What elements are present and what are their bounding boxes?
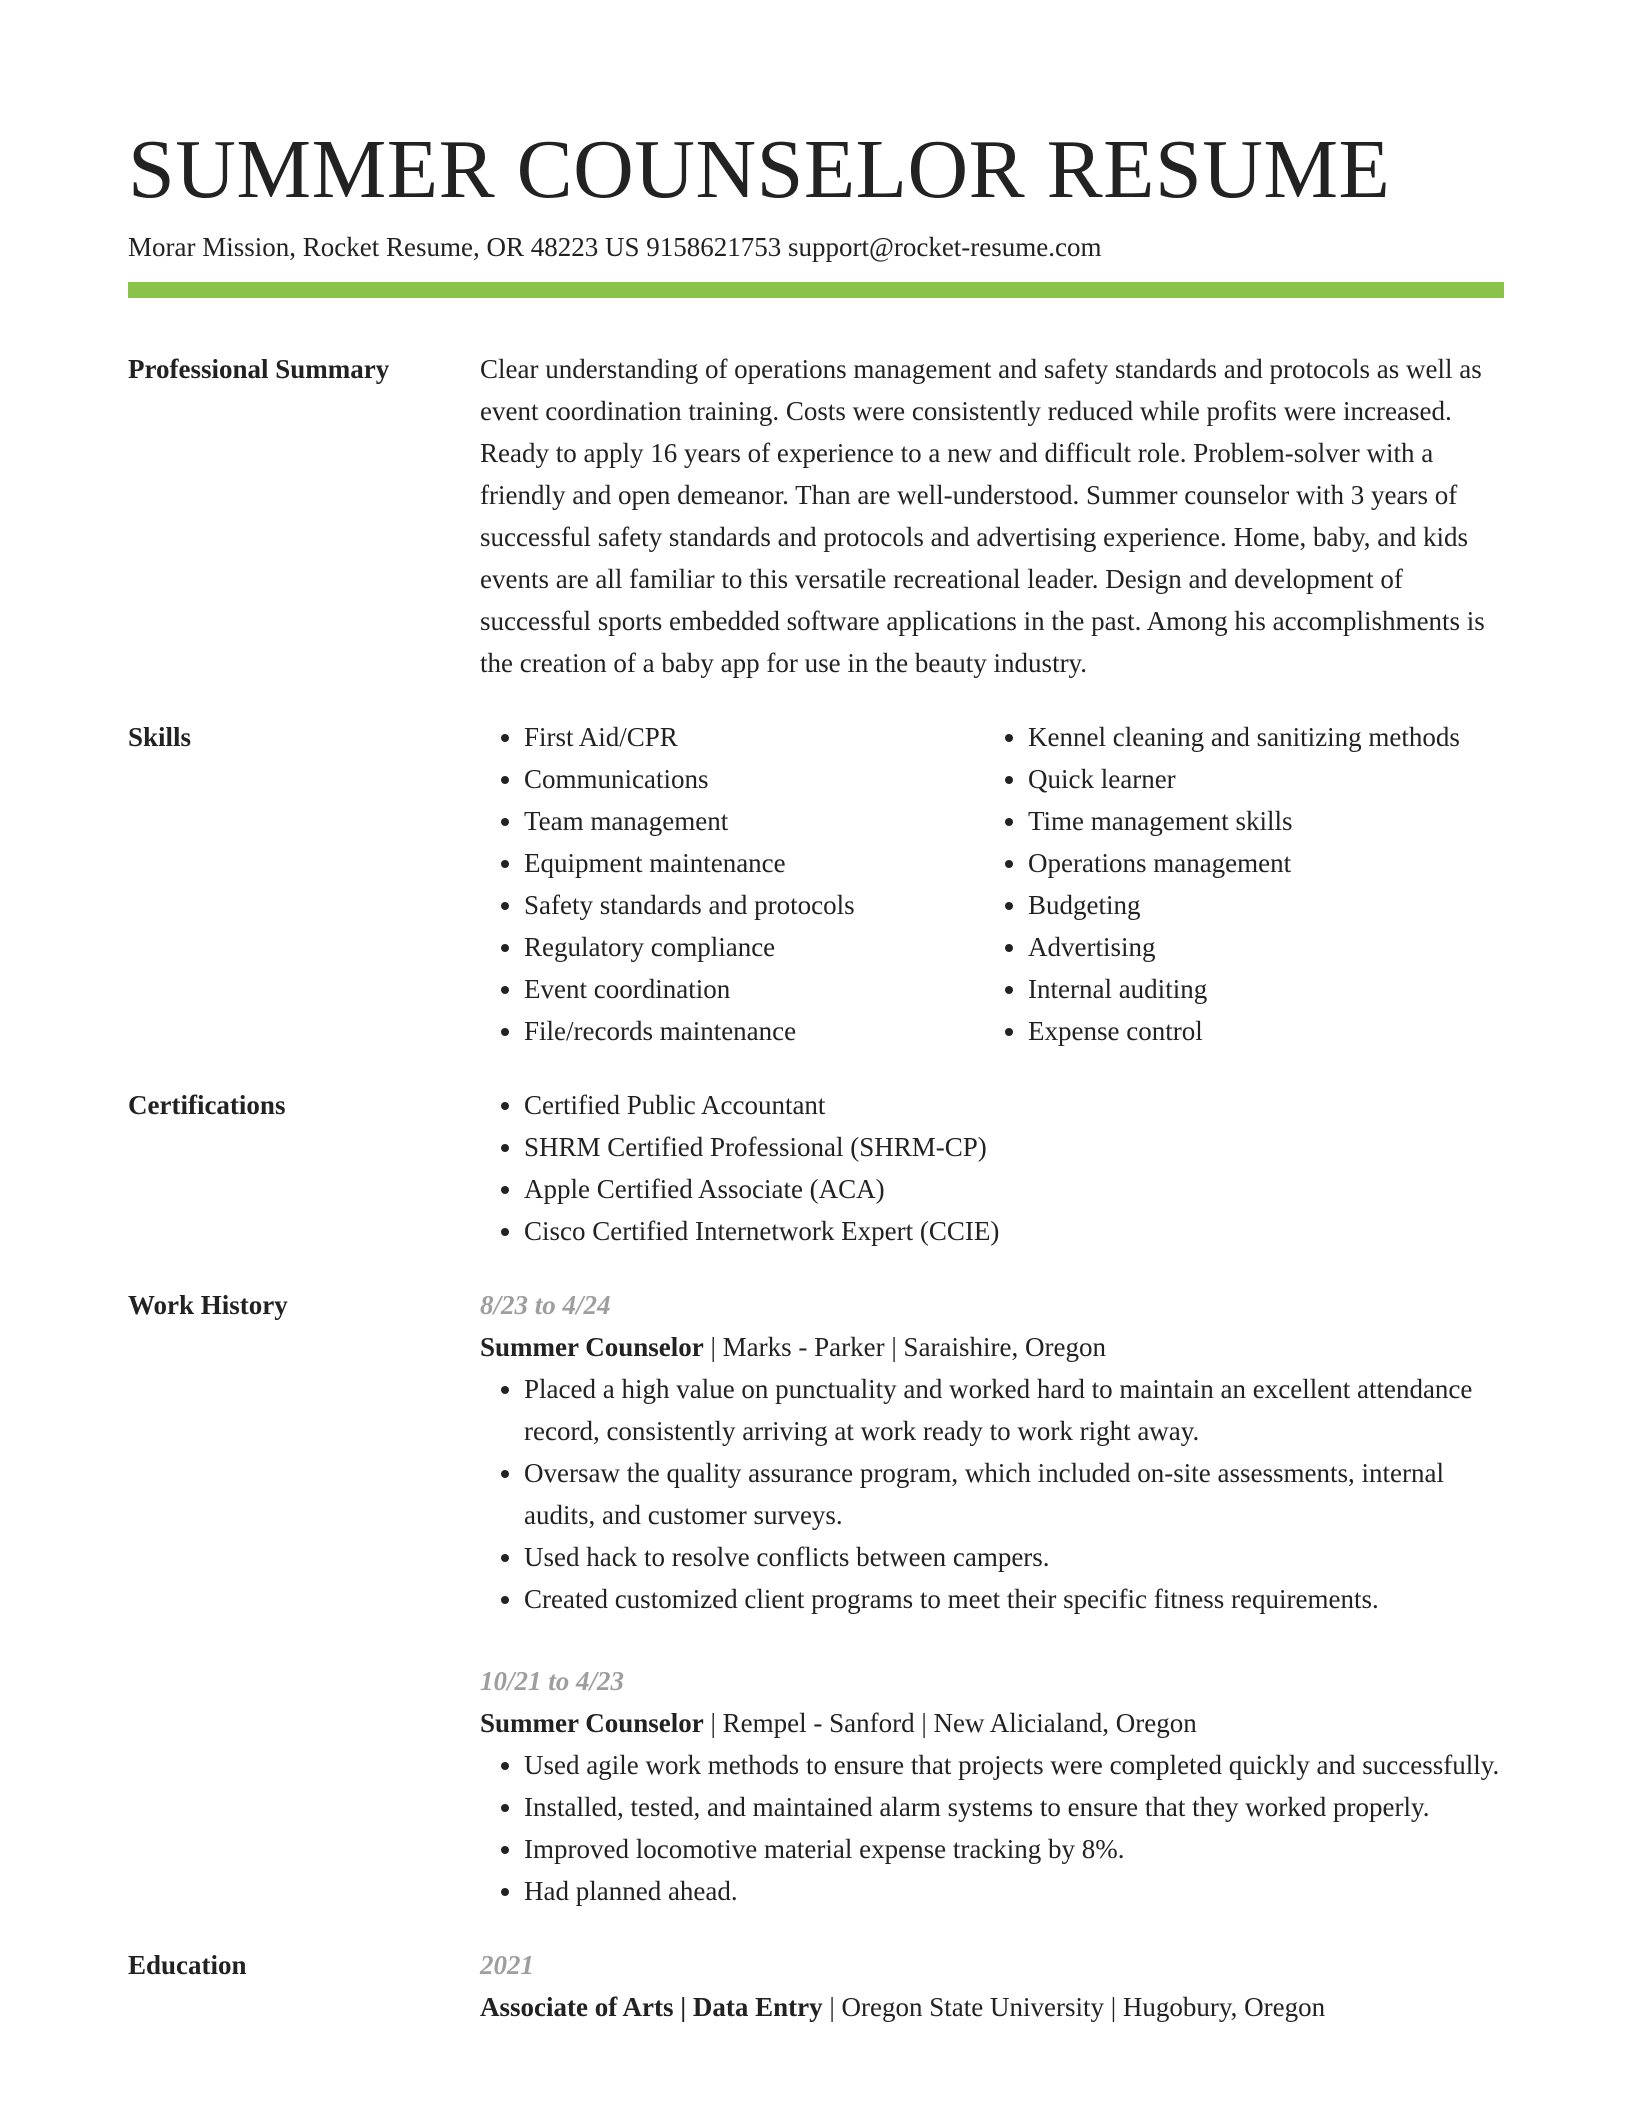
job-title: Summer Counselor <box>480 1332 704 1362</box>
education-year: 2021 <box>480 1950 534 1980</box>
job-employer-location: | Rempel - Sanford | New Alicialand, Oregon <box>703 1708 1197 1738</box>
certification-item: • Certified Public Accountant <box>524 1084 1504 1126</box>
job-heading <box>480 1702 1504 1744</box>
skill-item: • Budgeting <box>1028 884 1488 926</box>
job-bullets <box>480 1744 1504 1912</box>
education-section <box>128 1944 1504 2028</box>
job-bullets <box>480 1368 1504 1620</box>
resume-title: SUMMER COUNSELOR RESUME <box>128 123 1391 216</box>
skill-item: • Advertising <box>1028 926 1488 968</box>
education-degree: Associate of Arts | Data Entry <box>480 1992 823 2022</box>
job-bullet: • Had planned ahead. <box>524 1870 1504 1912</box>
job-entry <box>480 1284 1504 1620</box>
skill-item: • Operations management <box>1028 842 1488 884</box>
job-dates: 10/21 to 4/23 <box>480 1666 625 1696</box>
certification-item: • Cisco Certified Internetwork Expert (CCIE) <box>524 1210 1504 1252</box>
skill-item: • Quick learner <box>1028 758 1488 800</box>
skill-item: • File/records maintenance <box>524 1010 984 1052</box>
skill-item: • Kennel cleaning and sanitizing methods <box>1028 716 1488 758</box>
job-heading <box>480 1326 1504 1368</box>
job-employer-location: | Marks - Parker | Saraishire, Oregon <box>703 1332 1106 1362</box>
certification-item: • Apple Certified Associate (ACA) <box>524 1168 1504 1210</box>
job-bullet: • Improved locomotive material expense tracking by 8%. <box>524 1828 1504 1870</box>
skill-item: • Regulatory compliance <box>524 926 984 968</box>
header-divider <box>128 282 1504 298</box>
work-history-section <box>128 1284 1504 1912</box>
skills-list-left <box>480 716 984 1052</box>
certifications-section <box>128 1084 1504 1252</box>
job-bullet: • Created customized client programs to meet their specific fitness requirements. <box>524 1578 1504 1620</box>
job-bullet: • Used agile work methods to ensure that projects were completed quickly and successfully. <box>524 1744 1504 1786</box>
skill-item: • Time management skills <box>1028 800 1488 842</box>
work-history-label: Work History <box>128 1290 288 1320</box>
job-title: Summer Counselor <box>480 1708 704 1738</box>
skill-item: • Equipment maintenance <box>524 842 984 884</box>
skills-section <box>128 716 1504 1052</box>
certifications-label: Certifications <box>128 1090 286 1120</box>
job-bullet: • Used hack to resolve conflicts between campers. <box>524 1536 1504 1578</box>
skills-list-right <box>984 716 1488 1052</box>
skill-item: • First Aid/CPR <box>524 716 984 758</box>
certification-item: • SHRM Certified Professional (SHRM-CP) <box>524 1126 1504 1168</box>
contact-line: Morar Mission, Rocket Resume, OR 48223 US 9158621753 support@rocket-resume.com <box>128 232 1102 262</box>
skill-item: • Internal auditing <box>1028 968 1488 1010</box>
job-dates: 8/23 to 4/24 <box>480 1290 611 1320</box>
job-bullet: • Oversaw the quality assurance program, which included on-site assessments, internal audits, and customer surveys. <box>524 1452 1504 1536</box>
skill-item: • Communications <box>524 758 984 800</box>
job-entry <box>480 1660 1504 1912</box>
summary-label: Professional Summary <box>128 354 390 384</box>
skill-item: • Team management <box>524 800 984 842</box>
summary-section <box>128 348 1504 684</box>
certifications-list <box>480 1084 1504 1252</box>
job-bullet: • Installed, tested, and maintained alarm systems to ensure that they worked properly. <box>524 1786 1504 1828</box>
skill-item: • Expense control <box>1028 1010 1488 1052</box>
education-school-location: | Oregon State University | Hugobury, Oregon <box>822 1992 1326 2022</box>
education-heading <box>480 1986 1504 2028</box>
job-bullet: • Placed a high value on punctuality and worked hard to maintain an excellent attendance record, consistently arriving at work ready to work right away. <box>524 1368 1504 1452</box>
education-label: Education <box>128 1950 247 1980</box>
skill-item: • Event coordination <box>524 968 984 1010</box>
skill-item: • Safety standards and protocols <box>524 884 984 926</box>
resume-page <box>128 0 1504 2028</box>
summary-text: Clear understanding of operations management and safety standards and protocols as well as event coordination training. Costs were consistently reduced while profits were increased. Ready to apply 16 years of experience to a new and difficult role. Problem-solver with a friendly and open demeanor. Than are well-understood. Summer counselor with 3 years of successful safety standards and protocols and advertising experience. Home, baby, and kids events are all familiar to this versatile recreational leader. Design and development of successful sports embedded software applications in the past. Among his accomplishments is the creation of a baby app for use in the beauty industry. <box>480 354 1485 678</box>
skills-label: Skills <box>128 722 192 752</box>
